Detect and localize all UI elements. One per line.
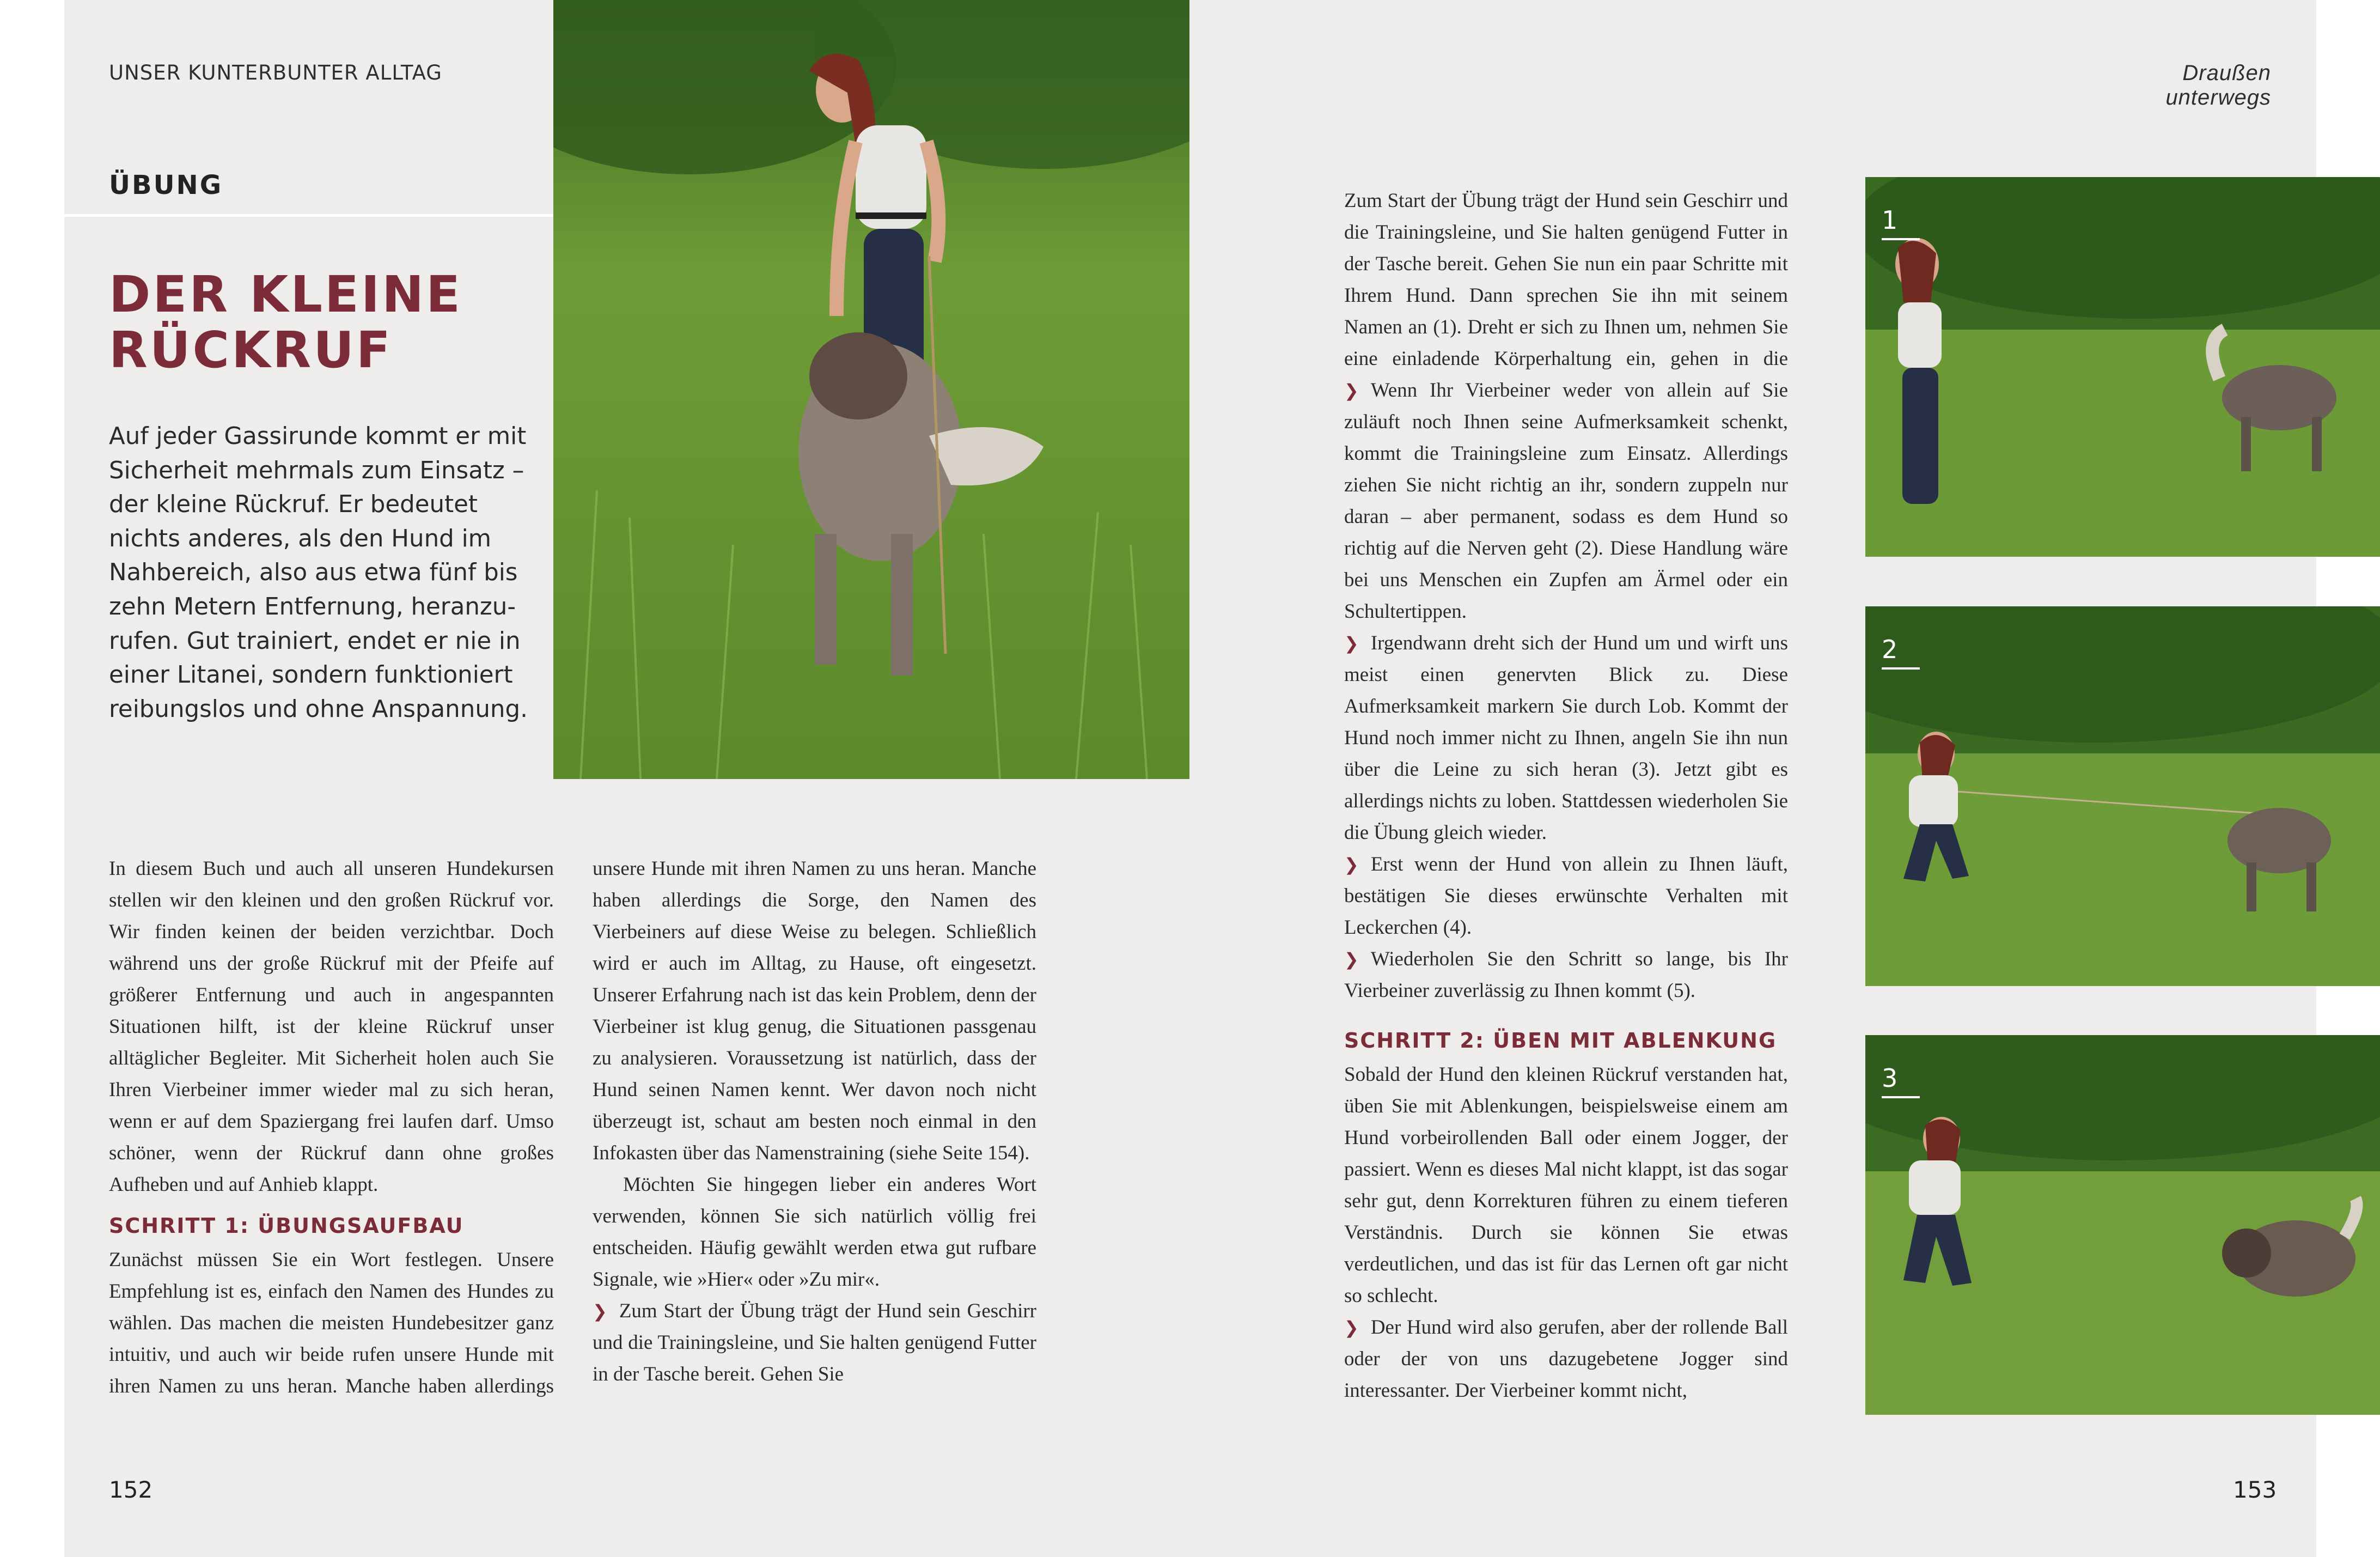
bullet-text: Zum Start der Übung trägt der Hund sein Geschirr und die Trainingsleine, und Sie halten genügend Futter in der Tasche bereit. Gehen Sie [593,1300,1036,1385]
section-divider [64,214,554,217]
subheading-step-2: SCHRITT 2: ÜBEN MIT ABLENKUNG [1344,1029,1777,1053]
running-header-left: UNSER KUNTERBUNTER ALLTAG [109,61,442,84]
bullet-chevron-icon: ❯ [1344,854,1359,875]
text-column-3 [1344,185,1788,1407]
page-number-left: 152 [109,1476,153,1503]
body-paragraph: Möchten Sie hingegen lieber ein anderes Wort verwenden, können Sie sich natürlich völlig frei entscheiden. Häufig gewählt werden etwa gut rufbare Signale, wie »Hier« oder »Zu mir«. [593,1173,1036,1291]
body-paragraph: Zunächst müssen Sie ein Wort festlegen. Unsere Empfehlung ist es, einfach den Namen des Hundes zu wählen. Das machen die meisten Hundebesitzer ganz intuitiv, und auch wir beide rufen unsere Hunde mit ihren Namen zu uns heran. Manche haben allerdings [109,1249,554,1397]
step-number-underline [1882,238,1920,240]
section-label: ÜBUNG [109,170,223,200]
bullet-text: Der Hund wird also gerufen, aber der rollende Ball oder der von uns dazugebetene Jogger sind interessanter. Der Vierbeiner kommt nicht, [1344,1316,1788,1402]
subheading-step-1: SCHRITT 1: ÜBUNGSAUFBAU [109,1214,464,1238]
body-paragraph: Sobald der Hund den kleinen Rückruf verstanden hat, üben Sie mit Ablenkungen, beispielsweise einem am Hund vorbeirollenden Ball oder einem Jogger, der passiert. Wenn es dieses Mal nicht klappt, ist das sogar sehr gut, denn Korrekturen führen zu einem tieferen Verständnis. Durch sie können Sie etwas verdeutlichen, und das ist für das Lernen oft gar nicht so schlecht. [1344,1063,1788,1307]
bullet-chevron-icon: ❯ [1344,380,1359,401]
bullet-chevron-icon: ❯ [1344,633,1359,654]
bullet-item [593,1296,1036,1390]
step-photo-1 [1865,177,2380,557]
hero-photo [553,0,1189,779]
bullet-text: Wenn Ihr Vierbeiner weder von allein auf Sie zuläuft noch Ihnen seine Aufmerksamkeit schenkt, kommt die Trainingsleine zum Einsatz. Allerdings ziehen Sie nicht richtig an ihr, sondern zuppeln nur daran – aber permanent, sodass es dem Hund so richtig auf die Nerven geht (2). Diese Handlung wäre bei uns Menschen ein Zupfen am Ärmel oder ein Schultertippen. [1344,379,1788,623]
intro-paragraph: Auf jeder Gassirunde kommt er mit Sicherheit mehrmals zum Einsatz – der kleine Rückruf. Er bedeutet nichts anderes, als den Hund im Nahbereich, also aus etwa fünf bis zehn Metern Entfernung, heranzurufen. Gut trainiert, endet er nie in einer Litanei, sondern funktioniert reibungslos und ohne Anspannung. [109,423,528,723]
text-column-2 [593,853,1036,1390]
step-number: 2 [1882,635,1898,664]
bullet-item [1344,944,1788,1007]
bullet-item [1344,628,1788,849]
bullet-text: Irgendwann dreht sich der Hund um und wirft uns meist einen genervten Blick zu. Diese Aufmerksamkeit markern Sie durch Lob. Kommt der Hund noch immer nicht zu Ihnen, angeln Sie ihn nun über die Leine zu sich heran (3). Jetzt gibt es allerdings nichts zu loben. Stattdessen wiederholen Sie die Übung gleich wieder. [1344,632,1788,844]
bullet-chevron-icon: ❯ [1344,1317,1359,1338]
page-title: DER KLEINE RÜCKRUF [109,265,462,379]
bullet-item [1344,1312,1788,1407]
step-photo-3 [1865,1035,2380,1415]
step-number-underline [1882,667,1920,670]
step-number: 3 [1882,1063,1898,1093]
running-header-right: Draußen unterwegs [2165,61,2271,110]
bullet-item [1344,375,1788,628]
bullet-chevron-icon: ❯ [1344,949,1359,970]
bullet-item [1344,849,1788,944]
text-column-1 [109,853,554,1402]
bullet-chevron-icon: ❯ [593,1301,607,1322]
body-paragraph-continued: unsere Hunde mit ihren Namen zu uns heran. Manche haben allerdings die Sorge, den Namen des Vierbeiners auf diese Weise zu belegen. Schließlich wird er auch im Alltag, zu Hause, oft eingesetzt. Unserer Erfahrung nach ist das kein Problem, denn der Vierbeiner ist klug genug, die Situationen passgenau zu analysieren. Voraussetzung ist natürlich, dass der Hund seinen Namen kennt. Wer davon noch nicht überzeugt ist, schaut am besten noch einmal in den Infokasten über das Namenstraining (siehe Seite 154). [593,857,1036,1164]
body-paragraph: In diesem Buch und auch all unseren Hundekursen stellen wir den kleinen und den großen Rückruf vor. Wir finden keinen der beiden verzichtbar. Doch während uns der große Rückruf mit der Pfeife auf größerer Entfernung und auch in angespannten Situationen hilft, ist der kleine Rückruf unser alltäglicher Begleiter. Mit Sicherheit holen auch Sie Ihren Vierbeiner immer wieder mal zu sich heran, wenn er auf dem Spaziergang frei laufen darf. Umso schöner, wenn der Rückruf dann ohne großes Aufheben und auf Anhieb klappt. [109,857,554,1196]
page-number-right: 153 [2233,1476,2277,1503]
bullet-text-continued: Zum Start der Übung trägt der Hund sein Geschirr und die Trainingsleine, und Sie halten genügend Futter in der Tasche bereit. Gehen Sie nun ein paar Schritte mit Ihrem Hund. Dann sprechen Sie ihn mit seinem Namen an (1). Dreht er sich zu Ihnen um, nehmen Sie eine einladende Körperhaltung ein, gehen in die [1344,190,1788,370]
step-photo-2 [1865,606,2380,986]
step-number: 1 [1882,205,1898,235]
step-number-underline [1882,1096,1920,1098]
bullet-text: Erst wenn der Hund von allein zu Ihnen läuft, bestätigen Sie dieses erwünschte Verhalten mit Leckerchen (4). [1344,853,1788,939]
bullet-text: Wiederholen Sie den Schritt so lange, bis Ihr Vierbeiner zuverlässig zu Ihnen kommt (5). [1344,948,1788,1002]
